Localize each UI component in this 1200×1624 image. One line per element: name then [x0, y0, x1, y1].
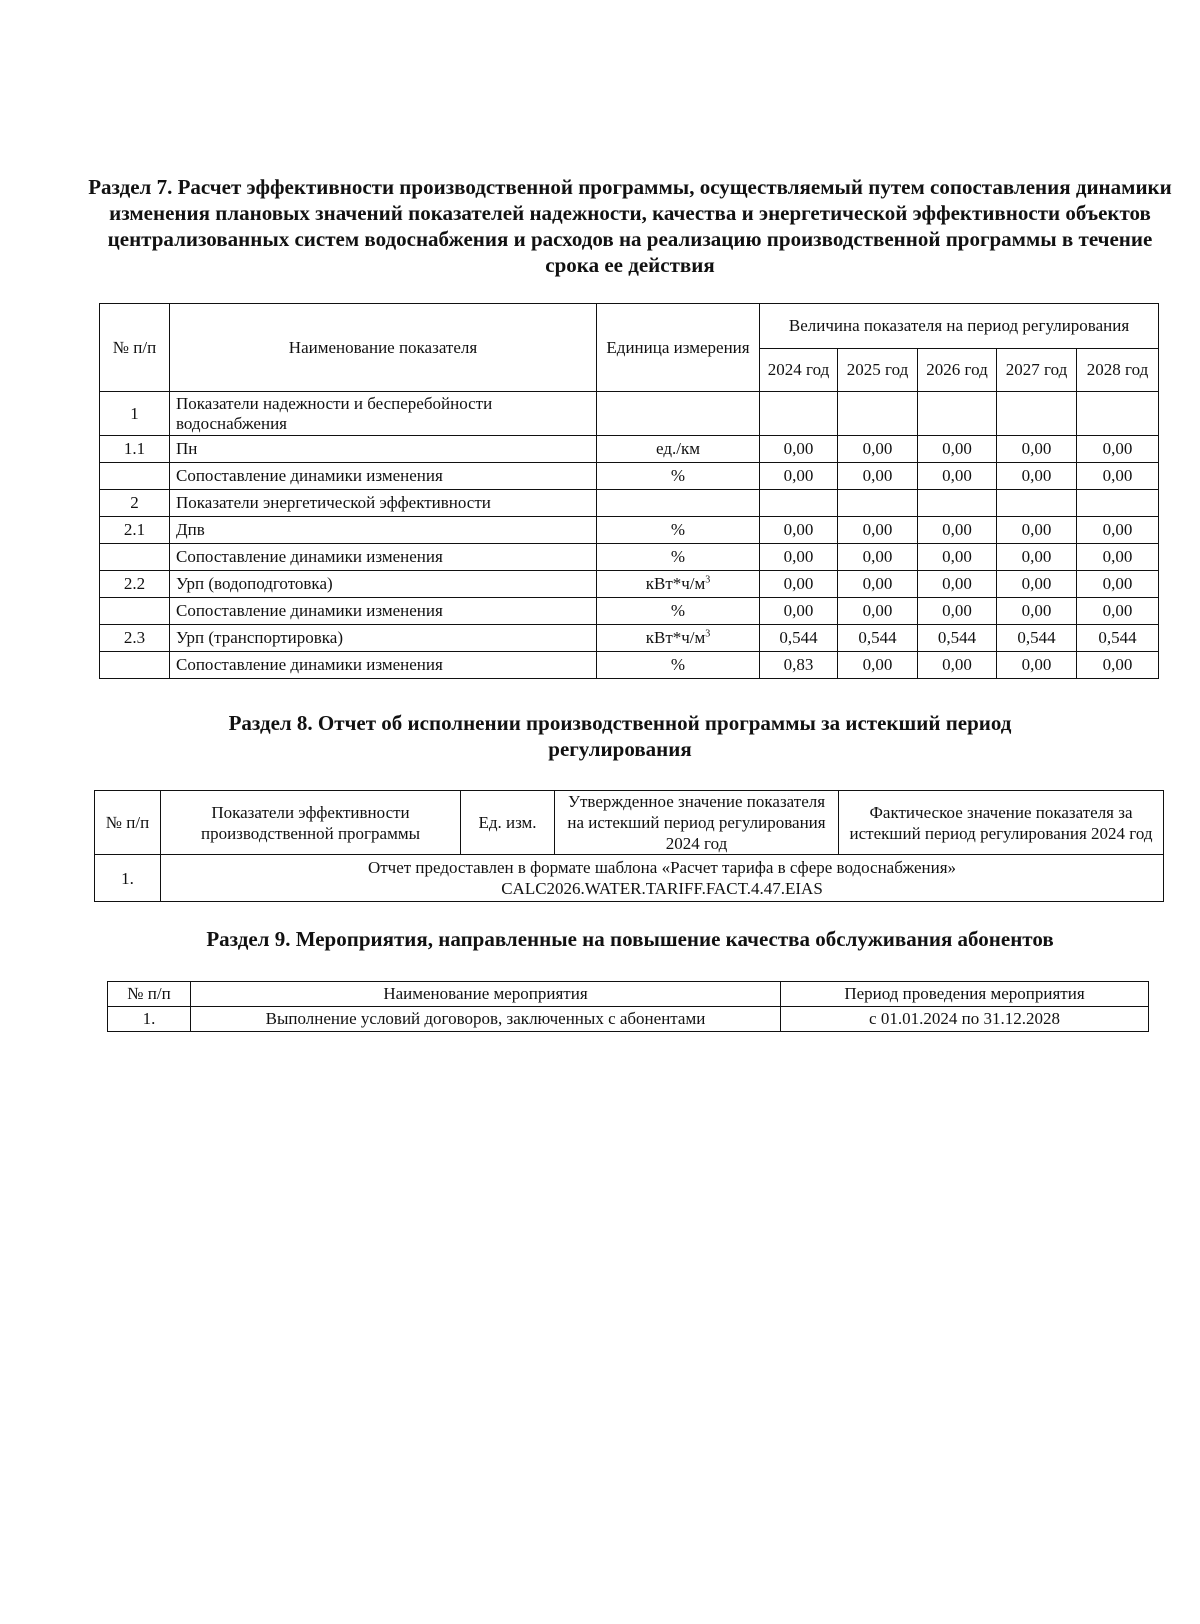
row-value: 0,83: [760, 652, 838, 679]
row-value: 0,544: [838, 625, 918, 652]
row-value: 0,544: [918, 625, 997, 652]
col-header-year: 2026 год: [918, 349, 997, 392]
row-value: [918, 490, 997, 517]
row-value: 0,00: [997, 598, 1077, 625]
row-name: Сопоставление динамики изменения: [170, 652, 597, 679]
table-row: [100, 517, 1159, 544]
row-value: [918, 392, 997, 436]
row-name: Сопоставление динамики изменения: [170, 463, 597, 490]
row-value: [997, 490, 1077, 517]
col-header-year: 2028 год: [1077, 349, 1159, 392]
section-8-title: Раздел 8. Отчет об исполнении производственной программы за истекший период регулирования: [228, 711, 1012, 761]
unit-text: кВт*ч/м: [645, 574, 706, 593]
row-name: Выполнение условий договоров, заключенных с абонентами: [191, 1007, 781, 1032]
row-value: 0,544: [997, 625, 1077, 652]
row-num: 1.: [108, 1007, 191, 1032]
row-value: 0,00: [918, 463, 997, 490]
row-value: [760, 392, 838, 436]
col-header-num: № п/п: [95, 791, 161, 855]
col-header-name: Показатели эффективности производственной программы: [161, 791, 461, 855]
row-name: Сопоставление динамики изменения: [170, 544, 597, 571]
unit-text: %: [670, 466, 686, 485]
col-header-name: Наименование показателя: [170, 304, 597, 392]
section-9-title: Раздел 9. Мероприятия, направленные на повышение качества обслуживания абонентов: [206, 927, 1054, 951]
row-value: 0,00: [918, 652, 997, 679]
row-value: 0,00: [1077, 652, 1159, 679]
row-value: 0,00: [997, 544, 1077, 571]
unit-text: кВт*ч/м: [645, 628, 706, 647]
row-num: 2.2: [100, 571, 170, 598]
row-value: 0,00: [1077, 436, 1159, 463]
table-row: [100, 652, 1159, 679]
row-unit: [597, 463, 760, 490]
row-value: 0,00: [838, 436, 918, 463]
row-value: 0,00: [760, 544, 838, 571]
row-value: 0,00: [760, 463, 838, 490]
row-value: 0,00: [838, 463, 918, 490]
section-9-table: [107, 981, 1149, 1032]
unit-text: %: [670, 601, 686, 620]
row-unit: [597, 571, 760, 598]
row-value: 0,00: [918, 544, 997, 571]
unit-text: ед./км: [656, 439, 700, 458]
row-value: 0,00: [838, 517, 918, 544]
row-num: [100, 652, 170, 679]
row-value: 0,00: [997, 571, 1077, 598]
row-num: 2.1: [100, 517, 170, 544]
row-num: 1.1: [100, 436, 170, 463]
section-7-table-body: [100, 392, 1159, 679]
row-value: [838, 490, 918, 517]
report-note: [161, 855, 1164, 902]
row-value: 0,00: [760, 436, 838, 463]
row-num: [100, 544, 170, 571]
row-name: Урп (транспортировка): [170, 625, 597, 652]
row-unit: [597, 652, 760, 679]
col-header-approved: Утвержденное значение показателя на истекший период регулирования 2024 год: [555, 791, 839, 855]
col-header-period: Период проведения мероприятия: [781, 982, 1149, 1007]
table-row: [100, 490, 1159, 517]
row-num: 2.3: [100, 625, 170, 652]
col-header-name: Наименование мероприятия: [191, 982, 781, 1007]
row-value: 0,00: [918, 436, 997, 463]
col-header-actual: Фактическое значение показателя за истекший период регулирования 2024 год: [839, 791, 1164, 855]
row-value: 0,00: [838, 571, 918, 598]
row-value: 0,00: [838, 652, 918, 679]
row-period: с 01.01.2024 по 31.12.2028: [781, 1007, 1149, 1032]
table-row: [100, 463, 1159, 490]
row-value: 0,00: [918, 571, 997, 598]
col-header-num: № п/п: [108, 982, 191, 1007]
row-value: 0,544: [1077, 625, 1159, 652]
row-num: 1: [100, 392, 170, 436]
row-num: 2: [100, 490, 170, 517]
row-unit: [597, 436, 760, 463]
row-num: [100, 598, 170, 625]
table-row: [100, 571, 1159, 598]
col-header-year: 2024 год: [760, 349, 838, 392]
row-name: Урп (водоподготовка): [170, 571, 597, 598]
col-header-period: Величина показателя на период регулирования: [760, 304, 1159, 349]
report-template-code: CALC2026.WATER.TARIFF.FACT.4.47.EIAS: [501, 879, 823, 898]
row-num: 1.: [95, 855, 161, 902]
col-header-year: 2027 год: [997, 349, 1077, 392]
row-name: Сопоставление динамики изменения: [170, 598, 597, 625]
col-header-year: 2025 год: [838, 349, 918, 392]
row-value: 0,00: [1077, 544, 1159, 571]
row-unit: [597, 490, 760, 517]
section-8-table: [94, 790, 1164, 902]
row-value: 0,00: [838, 598, 918, 625]
row-value: 0,00: [1077, 463, 1159, 490]
table-row: [108, 1007, 1149, 1032]
row-value: [1077, 392, 1159, 436]
table-row: [100, 436, 1159, 463]
row-value: [838, 392, 918, 436]
section-7-title: Раздел 7. Расчет эффективности производственной программы, осуществляемый путем сопоставления динамики изменения плановых значений показателей надежности, качества и энергетической эффективности объектов централизованных систем водоснабжения и расходов на реализацию производственной программы в течение срока ее действия: [88, 175, 1172, 277]
table-row: [95, 855, 1164, 902]
unit-text: %: [670, 547, 686, 566]
row-value: 0,544: [760, 625, 838, 652]
row-name: Показатели надежности и бесперебойности водоснабжения: [170, 392, 597, 436]
report-note-line: Отчет предоставлен в формате шаблона «Расчет тарифа в сфере водоснабжения»: [367, 858, 957, 877]
row-value: 0,00: [997, 517, 1077, 544]
col-header-unit: Единица измерения: [597, 304, 760, 392]
unit-text: %: [670, 655, 686, 674]
row-value: 0,00: [997, 652, 1077, 679]
col-header-num: № п/п: [100, 304, 170, 392]
row-unit: [597, 625, 760, 652]
row-num: [100, 463, 170, 490]
col-header-unit: Ед. изм.: [461, 791, 555, 855]
row-value: 0,00: [1077, 517, 1159, 544]
row-value: 0,00: [918, 598, 997, 625]
row-name: Пн: [170, 436, 597, 463]
row-value: 0,00: [760, 598, 838, 625]
row-value: 0,00: [1077, 571, 1159, 598]
row-value: 0,00: [760, 571, 838, 598]
unit-superscript: 3: [705, 574, 711, 586]
unit-superscript: 3: [705, 628, 711, 640]
table-row: [100, 598, 1159, 625]
row-unit: [597, 598, 760, 625]
table-row: [100, 392, 1159, 436]
row-value: [760, 490, 838, 517]
row-value: 0,00: [918, 517, 997, 544]
row-name: Дпв: [170, 517, 597, 544]
row-unit: [597, 517, 760, 544]
row-name: Показатели энергетической эффективности: [170, 490, 597, 517]
unit-text: %: [670, 520, 686, 539]
row-value: [1077, 490, 1159, 517]
row-value: 0,00: [997, 463, 1077, 490]
row-value: 0,00: [760, 517, 838, 544]
section-7-table: [99, 303, 1159, 679]
row-value: 0,00: [997, 436, 1077, 463]
row-value: 0,00: [838, 544, 918, 571]
row-value: [997, 392, 1077, 436]
row-value: 0,00: [1077, 598, 1159, 625]
table-row: [100, 544, 1159, 571]
table-row: [100, 625, 1159, 652]
row-unit: [597, 392, 760, 436]
row-unit: [597, 544, 760, 571]
